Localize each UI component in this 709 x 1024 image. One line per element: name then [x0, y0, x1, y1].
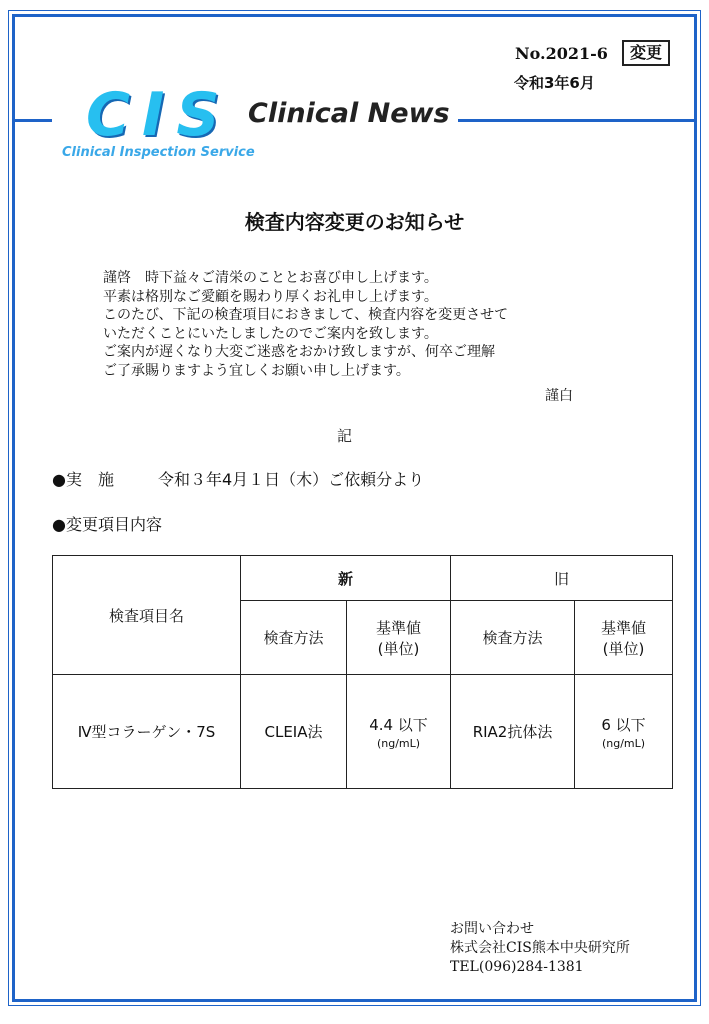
- greeting-line: ご案内が遅くなり大変ご迷惑をおかけ致しますが、何卒ご理解: [103, 344, 495, 360]
- section-label: ●変更項目内容: [52, 515, 162, 534]
- header-rule-right: [458, 119, 697, 122]
- closing-word: 謹白: [545, 388, 573, 404]
- item-name-cell: Ⅳ型コラーゲン・7S: [53, 675, 241, 789]
- old-ref-cell: [575, 675, 673, 789]
- greeting-line: ご了承賜りますよう宜しくお願い申し上げます。: [103, 362, 410, 379]
- unit-value: (ng/mL): [601, 736, 646, 750]
- header-rule-left: [12, 119, 52, 122]
- greeting-line: 平素は格別なご愛顧を賜わり厚くお礼申し上げます。: [103, 288, 438, 305]
- new-method-header: 検査方法: [241, 601, 347, 675]
- ref-value: 4.4 以下: [369, 715, 428, 734]
- page-frame: [12, 14, 697, 1002]
- cis-logo: CIS: [86, 80, 232, 150]
- item-name-header: 検査項目名: [53, 556, 241, 675]
- doc-number: No.2021-6: [515, 44, 608, 63]
- contact-block: [450, 920, 630, 977]
- old-ref-header: [575, 601, 673, 675]
- new-method-cell: CLEIA法: [241, 675, 347, 789]
- ki-mark: 記: [337, 427, 353, 445]
- ref-label: 基準値: [376, 618, 422, 637]
- page-title: 検査内容変更のお知らせ: [244, 210, 465, 234]
- ref-label: 基準値: [601, 618, 647, 637]
- greeting-line: 謹啓 時下益々ご清栄のこととお喜び申し上げます。: [103, 270, 438, 286]
- contact-company: 株式会社CIS熊本中央研究所: [450, 940, 630, 956]
- newsletter-name: Clinical News: [248, 98, 450, 129]
- implementation-label: ●実 施: [52, 470, 114, 489]
- new-header: 新: [241, 556, 451, 601]
- change-table: [52, 555, 673, 789]
- doc-date: 令和3年6月: [514, 74, 595, 92]
- implementation-line: [52, 467, 424, 490]
- greeting-line: このたび、下記の検査項目におきまして、検査内容を変更させて: [103, 307, 509, 323]
- contact-tel: TEL(096)284-1381: [450, 959, 584, 975]
- greeting-text: [103, 269, 508, 380]
- table-row: [53, 675, 673, 789]
- greeting-line: いただくことにいたしましたのでご案内を致します。: [103, 325, 438, 342]
- old-method-cell: RIA2抗体法: [451, 675, 575, 789]
- unit-label: (単位): [377, 639, 420, 658]
- ref-value: 6 以下: [601, 715, 646, 734]
- old-header: 旧: [451, 556, 673, 601]
- change-badge: 変更: [622, 40, 670, 66]
- old-method-header: 検査方法: [451, 601, 575, 675]
- unit-value: (ng/mL): [376, 736, 421, 750]
- contact-label: お問い合わせ: [450, 921, 534, 937]
- new-ref-header: [347, 601, 451, 675]
- implementation-value: 令和３年4月１日（木）ご依頼分より: [157, 470, 425, 489]
- logo-subtitle: Clinical Inspection Service: [62, 145, 255, 160]
- new-ref-cell: [347, 675, 451, 789]
- unit-label: (単位): [602, 639, 645, 658]
